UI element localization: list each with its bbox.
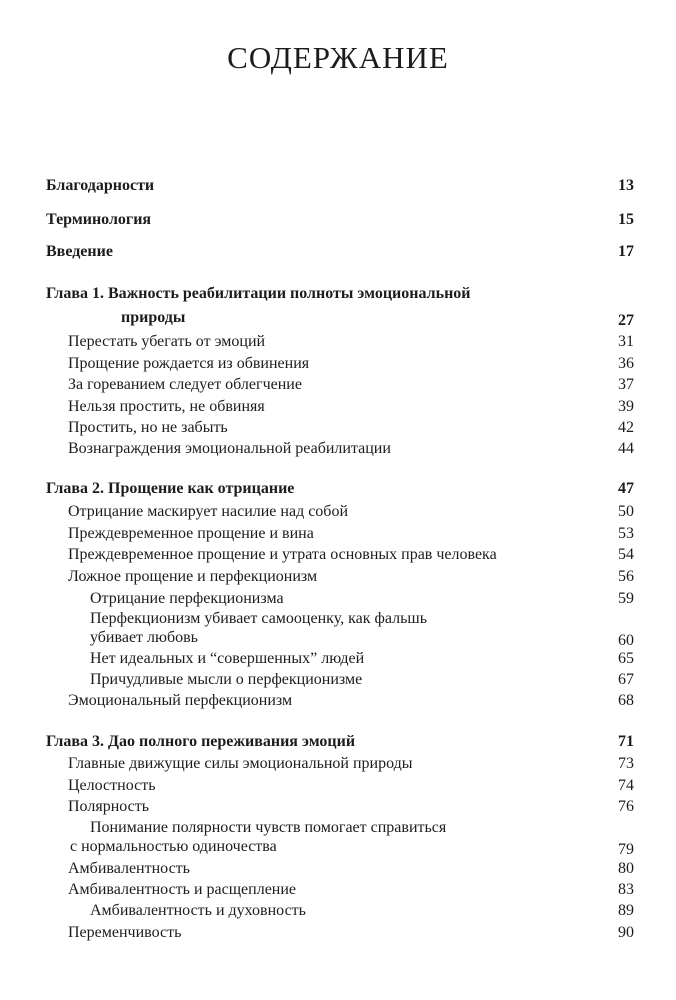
toc-chapter-heading-cont[interactable] [0, 307, 676, 329]
toc-entry-cont[interactable] [0, 836, 676, 858]
toc-entry-title: Глава 3. Дао полного переживания эмоций [46, 733, 356, 750]
toc-entry[interactable] [0, 588, 676, 610]
toc-entry-title: Перестать убегать от эмоций [68, 333, 266, 350]
toc-entry[interactable] [0, 669, 676, 691]
toc-entry-title: Терминология [46, 211, 152, 228]
toc-entry-page: 76 [618, 798, 634, 815]
toc-chapter-heading[interactable] [0, 731, 676, 753]
toc-entry-title: Эмоциональный перфекционизм [68, 692, 293, 709]
toc-entry-page: 68 [618, 692, 634, 709]
toc-entry-page: 50 [618, 503, 634, 520]
toc-entry-page: 56 [618, 568, 634, 585]
toc-entry-title: Глава 1. Важность реабилитации полноты эмоциональной [46, 285, 471, 302]
toc-entry-page: 89 [618, 902, 634, 919]
toc-chapter-heading[interactable] [0, 478, 676, 500]
toc-entry-title: Целостность [68, 777, 156, 794]
toc-entry-page: 59 [618, 590, 634, 607]
toc-entry[interactable] [0, 374, 676, 396]
toc-entry-title: Причудливые мысли о перфекционизме [90, 671, 363, 688]
toc-entry-title: Ложное прощение и перфекционизм [68, 568, 318, 585]
toc-entry-title: Преждевременное прощение и вина [68, 525, 314, 542]
toc-entry-page: 27 [618, 312, 634, 329]
toc-entry-page: 80 [618, 860, 634, 877]
toc-chapter-heading[interactable] [0, 283, 676, 305]
toc-entry-page: 83 [618, 881, 634, 898]
toc-entry-page: 17 [618, 243, 634, 260]
toc-entry-page: 73 [618, 755, 634, 772]
toc-entry-title: Амбивалентность и духовность [90, 902, 306, 919]
toc-entry-page: 39 [618, 398, 634, 415]
toc-entry-page: 54 [618, 546, 634, 563]
toc-entry-title: убивает любовь [90, 629, 198, 646]
toc-entry-title: Глава 2. Прощение как отрицание [46, 480, 295, 497]
toc-entry-page: 42 [618, 419, 634, 436]
toc-entry-title: Амбивалентность и расщепление [68, 881, 297, 898]
toc-entry-title: Преждевременное прощение и утрата основных прав человека [68, 546, 497, 563]
toc-entry-page: 67 [618, 671, 634, 688]
toc-entry-title: Отрицание перфекционизма [90, 590, 284, 607]
toc-entry-title: Амбивалентность [68, 860, 190, 877]
toc-entry[interactable] [0, 690, 676, 712]
toc-entry-cont[interactable] [0, 627, 676, 649]
toc-entry-title: Отрицание маскирует насилие над собой [68, 503, 349, 520]
toc-entry[interactable] [0, 858, 676, 880]
toc-entry[interactable] [0, 544, 676, 566]
toc-entry[interactable] [0, 353, 676, 375]
page-title: СОДЕРЖАНИЕ [227, 40, 449, 75]
toc-entry-page: 31 [618, 333, 634, 350]
toc-entry-title: Введение [46, 243, 113, 260]
toc-entry[interactable] [0, 566, 676, 588]
toc-entry-title: Нет идеальных и “совершенных” людей [90, 650, 365, 667]
toc-entry-title: Простить, но не забыть [68, 419, 228, 436]
toc-entry[interactable] [0, 796, 676, 818]
toc-entry[interactable] [0, 175, 676, 197]
toc-entry-title: Понимание полярности чувств помогает справиться [90, 819, 447, 836]
toc-entry-page: 47 [618, 480, 634, 497]
toc-entry-page: 13 [618, 177, 634, 194]
toc-entry-title: За горeванием следует облегчение [68, 376, 302, 393]
toc-entry-title: Переменчивость [68, 924, 182, 941]
toc-entry-page: 37 [618, 376, 634, 393]
toc-entry-page: 44 [618, 440, 634, 457]
toc-entry-page: 15 [618, 211, 634, 228]
toc-entry-page: 60 [618, 632, 634, 649]
toc-entry[interactable] [0, 417, 676, 439]
toc-entry-title: с нормальностью одиночества [70, 838, 277, 855]
toc-entry[interactable] [0, 331, 676, 353]
toc-entry[interactable] [0, 241, 676, 263]
toc-entry[interactable] [0, 501, 676, 523]
toc-entry[interactable] [0, 775, 676, 797]
toc-entry-title: Нельзя простить, не обвиняя [68, 398, 265, 415]
toc-entry-title: природы [121, 309, 186, 326]
toc-entry-title: Полярность [68, 798, 150, 815]
toc-entry[interactable] [0, 753, 676, 775]
toc-entry[interactable] [0, 879, 676, 901]
toc-entry-page: 53 [618, 525, 634, 542]
toc-entry-title: Перфекционизм убивает самооценку, как фальшь [90, 610, 428, 627]
toc-entry-page: 74 [618, 777, 634, 794]
toc-entry[interactable] [0, 648, 676, 670]
toc-entry[interactable] [0, 900, 676, 922]
toc-entry-title: Прощение рождается из обвинения [68, 355, 310, 372]
toc-entry-title: Вознаграждения эмоциональной реабилитации [68, 440, 391, 457]
toc-entry-title: Главные движущие силы эмоциональной природы [68, 755, 413, 772]
toc-entry[interactable] [0, 922, 676, 944]
toc-entry[interactable] [0, 523, 676, 545]
toc-entry-page: 90 [618, 924, 634, 941]
toc-entry-page: 71 [618, 733, 634, 750]
toc-entry-title: Благодарности [46, 177, 155, 194]
toc-entry-page: 65 [618, 650, 634, 667]
toc-entry[interactable] [0, 396, 676, 418]
toc-entry[interactable] [0, 438, 676, 460]
toc-entry-page: 36 [618, 355, 634, 372]
toc-entry[interactable] [0, 209, 676, 231]
toc-entry-page: 79 [618, 841, 634, 858]
